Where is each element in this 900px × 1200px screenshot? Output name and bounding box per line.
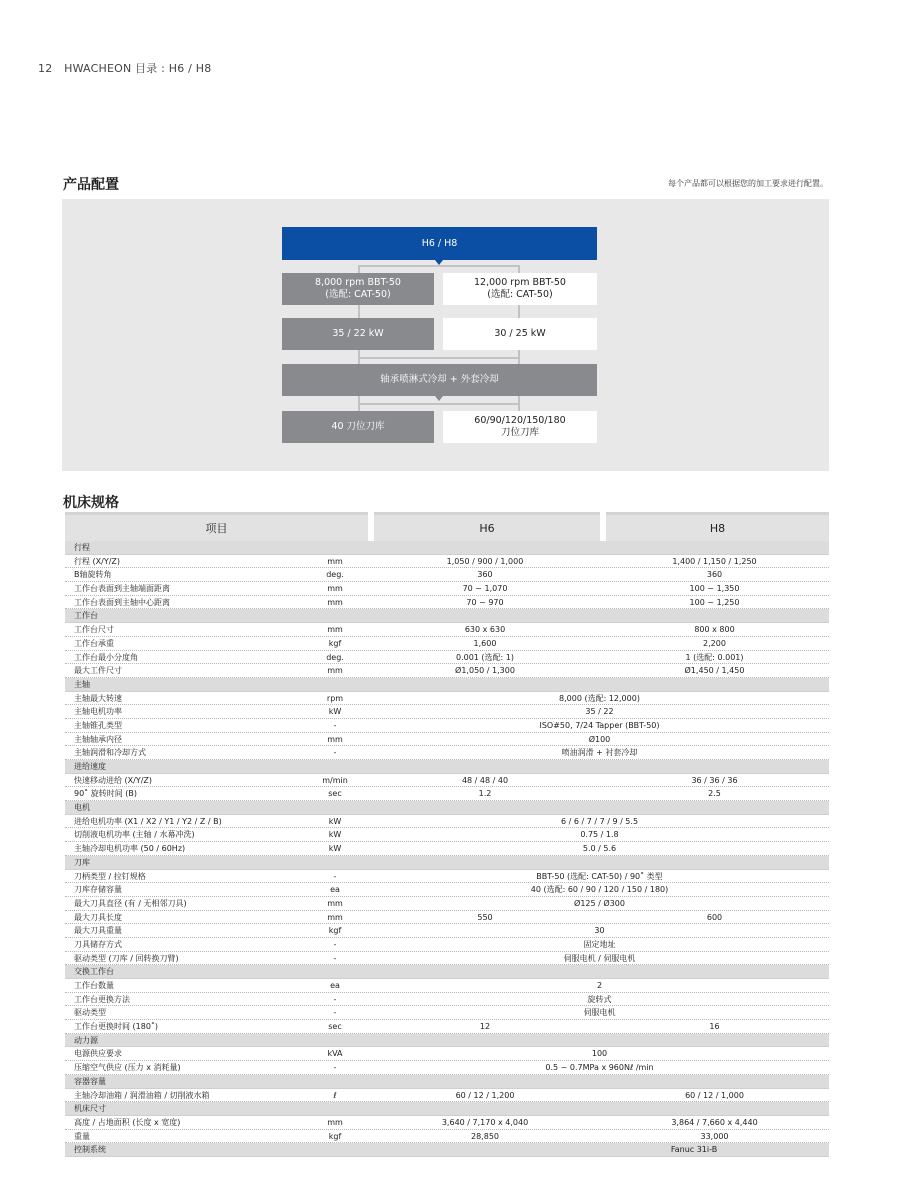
category-label: 主轴 [74,679,90,689]
spec-row [65,651,829,665]
spec-value-h8: 2.5 [708,789,721,799]
page-number: 12 [38,62,53,75]
category-row [65,1075,829,1089]
spec-value-both: 100 [591,1049,608,1059]
spec-unit: kVA [327,1049,343,1059]
spec-row [65,664,829,678]
spindle-option-line: 12,000 rpm BBT-50 [474,277,566,288]
spec-name: 主轴电机功率 [74,707,122,717]
category-row [65,856,829,870]
spec-value-both: 40 (选配: 60 / 90 / 120 / 150 / 180) [530,885,669,895]
spec-value-h8: 1,400 / 1,150 / 1,250 [672,556,757,566]
arrow-down-icon [435,260,443,265]
spec-row [65,938,829,952]
connector-line [358,265,518,267]
spec-value-h6: 0.001 (选配: 1) [455,652,514,662]
spec-unit: mm [327,1117,343,1127]
spec-unit: - [333,939,337,949]
power-label: 30 / 25 kW [494,328,546,339]
spec-value-both: 5.0 / 5.6 [582,844,617,854]
spec-row [65,1116,829,1130]
spec-value-both: 固定地址 [583,939,616,949]
spec-unit: mm [327,898,343,908]
spec-value-h8: 60 / 12 / 1,000 [685,1090,744,1100]
spec-name: 进给电机功率 (X1 / X2 / Y1 / Y2 / Z / B) [74,816,222,826]
spec-row [65,870,829,884]
spec-value-h6: 3,640 / 7,170 x 4,040 [441,1117,529,1127]
spec-row [65,582,829,596]
spec-value-h6: 28,850 [471,1131,499,1141]
category-label: 进给速度 [74,762,106,771]
spec-name: 工作台更换时间 (180˚) [74,1022,159,1032]
spindle-option-standard [282,273,434,305]
spec-row [65,637,829,651]
spec-row [65,692,829,706]
power-option-high-speed [443,318,597,350]
spec-value-h8: 36 / 36 / 36 [691,775,738,785]
spec-unit: - [333,953,337,963]
spec-unit: mm [327,556,343,566]
category-row [65,678,829,692]
spec-value-both: Ø100 [588,734,611,744]
spec-value-both: 0.5 ~ 0.7MPa x 960Nℓ /min [545,1063,654,1073]
spec-name: 主轴锥孔类型 [74,720,122,730]
cooling-box [282,364,597,396]
spec-value-both: Ø125 / Ø300 [574,898,625,908]
spec-value-both: 伺服电机 / 伺服电机 [563,953,636,963]
spec-name: 高度 / 占地面积 (长度 x 宽度) [74,1117,181,1127]
spec-value-both: 30 [594,926,605,936]
spec-unit: mm [327,912,343,922]
spec-row [65,1006,829,1020]
spec-row [65,815,829,829]
magazine-option-large [443,411,597,443]
spec-value-both: 6 / 6 / 7 / 7 / 9 / 5.5 [560,816,639,826]
spec-value-both: 8,000 (选配: 12,000) [559,693,640,703]
header-item: 项目 [65,512,368,541]
spec-row [65,842,829,856]
spec-name: 刀具储存方式 [74,939,122,949]
spec-unit: sec [328,1022,342,1032]
spec-value-both: 伺服电机 [583,1008,616,1018]
connector-line [358,357,520,359]
category-label: 电机 [74,803,90,813]
spec-name: 工作台更换方法 [74,994,130,1004]
spec-name: 工作台表面到主轴中心距离 [74,597,170,607]
power-option-standard [282,318,434,350]
spec-unit: kW [328,816,342,826]
magazine-label: 40 刀位刀库 [331,421,385,432]
arrow-down-icon [435,396,443,401]
spec-unit: mm [327,734,343,744]
spec-row [65,924,829,938]
spec-value-h8: 33,000 [700,1131,729,1141]
header-h6: H6 [374,512,600,541]
spec-name: 主轴轴承内径 [74,734,122,744]
spec-name: 主轴冷却油箱 / 润滑油箱 / 切削液水箱 [74,1090,210,1100]
config-note: 每个产品都可以根据您的加工要求进行配置。 [668,179,828,188]
spec-row [65,1130,829,1144]
spec-name: 工作台尺寸 [74,625,114,635]
category-label: 交换工作台 [74,967,114,977]
spec-unit: - [333,871,337,881]
spec-value-h8: 2,200 [703,638,726,648]
spec-row [65,719,829,733]
spindle-option-line: (选配: CAT-50) [325,289,391,300]
spec-name: 主轴润滑和冷却方式 [74,748,146,758]
spec-row [65,828,829,842]
spec-section-title: 机床规格 [63,495,119,511]
page-header [38,60,211,76]
magazine-option-standard [282,411,434,443]
spec-unit: sec [328,789,342,799]
spec-table-body [65,541,829,1157]
spec-unit: - [333,1008,337,1018]
spec-unit: - [333,720,337,730]
spec-row [65,1143,829,1157]
category-label: 容器容量 [74,1076,106,1086]
category-row [65,541,829,555]
spec-value-h6: Ø1,050 / 1,300 [455,666,515,676]
spec-name: 驱动类型 [74,1008,106,1018]
spec-unit: mm [327,584,343,594]
spindle-option-line: 8,000 rpm BBT-50 [315,277,401,288]
spec-unit: kgf [328,926,342,936]
spec-row [65,555,829,569]
spec-unit: kgf [328,1131,342,1141]
spec-name: 电源供应要求 [74,1049,122,1059]
category-label: 机床尺寸 [74,1104,106,1114]
spec-value-both: Fanuc 31i-B [670,1145,718,1155]
spec-row [65,568,829,582]
spec-table [65,512,829,1157]
spec-value-h6: 360 [477,570,493,580]
spec-unit: kgf [328,638,342,648]
spec-name: 最大刀具直径 (有 / 无相邻刀具) [74,898,187,908]
category-row [65,965,829,979]
spec-name: 工作台最小分度角 [74,652,138,662]
product-configuration-diagram [62,199,829,471]
spec-row [65,911,829,925]
spec-value-h6: 550 [477,912,493,922]
spec-row [65,705,829,719]
category-row [65,760,829,774]
spec-name: 工作台承重 [74,638,114,648]
spec-value-both: 2 [596,981,603,990]
spec-row [65,596,829,610]
spec-value-h6: 12 [479,1022,491,1032]
spec-unit: ea [330,981,340,990]
spec-name: 工作台数量 [74,981,114,990]
spec-value-both: 35 / 22 [585,707,614,717]
spec-value-h6: 1.2 [478,789,492,799]
spec-unit: - [333,994,337,1004]
spec-name: 最大刀具长度 [74,912,122,922]
cooling-label: 轴承喷淋式冷却 + 外套冷却 [380,374,499,385]
spec-value-both: 喷油润滑 + 衬套冷却 [561,748,638,758]
spec-value-both: BBT-50 (选配: CAT-50) / 90˚ 类型 [536,871,663,881]
spec-name: 工作台表面到主轴端面距离 [74,584,170,594]
header-h8: H8 [606,512,829,541]
model-label: H6 / H8 [421,237,458,249]
spec-row [65,883,829,897]
spec-name: 最大工件尺寸 [74,666,122,676]
connector-line [358,403,520,405]
model-box [282,227,597,260]
spec-unit: m/min [322,775,348,785]
spec-unit: ea [330,885,340,895]
spindle-option-high-speed [443,273,597,305]
category-row [65,801,829,815]
spec-unit: kW [328,830,342,840]
spec-name: 刀柄类型 / 拉钉规格 [74,871,146,881]
category-label: 动力源 [74,1035,98,1045]
spec-value-h8: 360 [706,570,723,580]
spec-name: 控制系统 [74,1145,106,1155]
spec-row [65,952,829,966]
spec-value-h6: 1,600 [473,638,497,648]
spec-unit: mm [327,666,343,676]
spec-unit: - [333,1063,337,1073]
spec-value-h6: 48 / 48 / 40 [461,775,509,785]
category-label: 刀库 [74,857,90,867]
spec-row [65,897,829,911]
category-row [65,609,829,623]
spec-row [65,733,829,747]
spec-value-h8: Ø1,450 / 1,450 [684,666,745,676]
spec-name: B轴旋转角 [74,570,112,580]
magazine-label: 60/90/120/150/180 [474,415,566,426]
spec-name: 主轴最大转速 [74,693,122,703]
spec-name: 刀库存储容量 [74,885,122,895]
spec-name: 切削液电机功率 (主轴 / 水幕冲洗) [74,830,195,840]
spec-table-header [65,512,829,541]
spec-row [65,623,829,637]
spec-value-both: ISO#50, 7/24 Tapper (BBT-50) [539,720,660,730]
spec-value-h6: 70 ~ 970 [466,597,504,607]
spec-name: 最大刀具重量 [74,926,122,936]
category-row [65,1102,829,1116]
spec-unit: kW [328,844,342,854]
spec-name: 主轴冷却电机功率 (50 / 60Hz) [74,844,186,854]
spec-unit [518,1143,559,1156]
spec-row [65,746,829,760]
spec-value-h8: 1 (选配: 0.001) [685,652,744,662]
spec-name: 压缩空气供应 (压力 x 消耗量) [74,1063,181,1073]
spec-value-h8: 3,864 / 7,660 x 4,440 [671,1117,758,1127]
spec-row [65,993,829,1007]
spec-value-both: 旋转式 [587,994,612,1004]
config-section-title: 产品配置 [63,177,119,193]
spec-row [65,1020,829,1034]
spec-value-h6: 630 x 630 [464,625,506,635]
spec-row [65,774,829,788]
spec-unit: mm [327,625,343,635]
spec-unit: deg. [326,652,344,662]
spindle-option-line: (选配: CAT-50) [487,289,553,300]
category-label: 行程 [74,543,90,552]
spec-row [65,1047,829,1061]
spec-unit: kW [328,707,342,717]
spec-row [65,1061,829,1075]
spec-unit: - [333,748,337,758]
catalog-title: HWACHEON 目录 : H6 / H8 [64,62,212,75]
spec-row [65,979,829,993]
spec-value-h8: 600 [706,912,723,922]
spec-name: 90˚ 旋转时间 (B) [74,789,137,799]
spec-value-h6: 60 / 12 / 1,200 [455,1090,515,1100]
spec-value-h8: 16 [709,1022,720,1032]
category-row [65,1034,829,1048]
spec-value-h8: 800 x 800 [694,625,735,635]
spec-value-h8: 100 ~ 1,250 [689,597,740,607]
spec-name: 重量 [74,1131,90,1141]
power-label: 35 / 22 kW [332,328,384,339]
spec-value-h6: 70 ~ 1,070 [462,584,508,594]
category-label: 工作台 [74,611,98,621]
spec-unit: ℓ [333,1090,337,1100]
spec-name: 驱动类型 (刀库 / 回转换刀臂) [74,953,179,963]
spec-value-h8: 100 ~ 1,350 [689,584,740,594]
magazine-label: 刀位刀库 [500,427,539,438]
spec-unit: rpm [326,693,344,703]
spec-row [65,1089,829,1103]
spec-row [65,787,829,801]
spec-unit: mm [327,597,343,607]
spec-name: 快速移动进给 (X/Y/Z) [74,775,153,785]
spec-value-h6: 1,050 / 900 / 1,000 [446,556,524,566]
spec-value-both: 0.75 / 1.8 [580,830,619,840]
spec-name: 行程 (X/Y/Z) [74,556,121,566]
spec-unit: deg. [326,570,344,580]
